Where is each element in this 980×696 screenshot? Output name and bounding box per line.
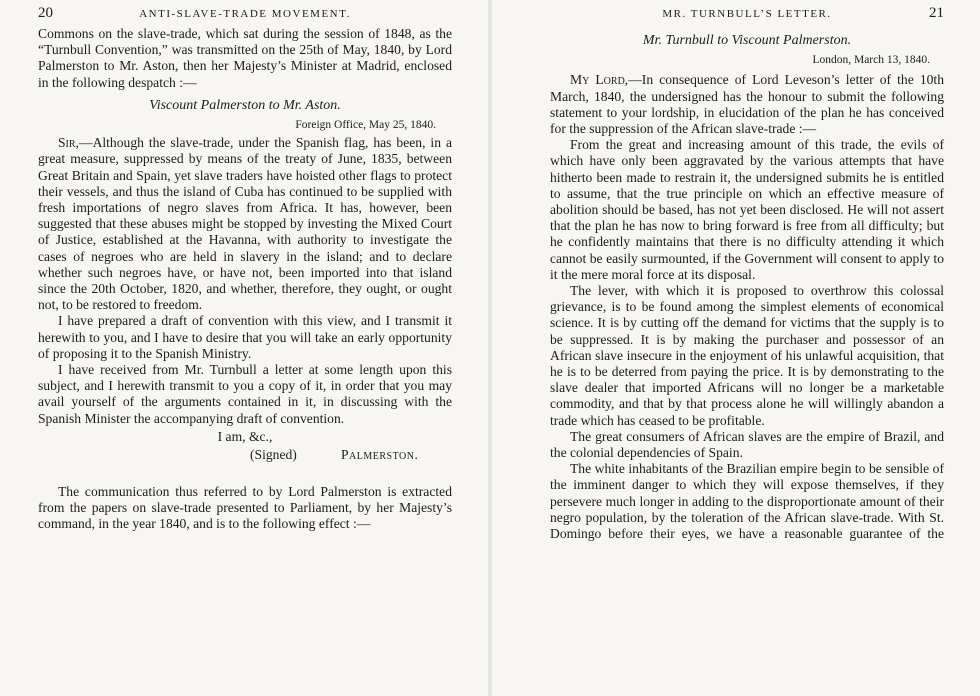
right-paragraph-2: From the great and increasing amount of this trade, the evils of which have only been aggravated by the various attempts that have hitherto been made to restrain it, the undersigned submits he is entitled to assume, that the true principle on which an effective measure of abolition should be based, has not yet been disclosed. He will not assert that the plan he has now to bring forward is free from all difficulty; but he confidently maintains that there is no difficulty attending it which cannot be easily surmounted, if the Government will consent to apply to it the mere moral force at its disposal. bbox=[550, 137, 944, 282]
closing-line: I am, &c., bbox=[217, 428, 273, 444]
right-paragraph-3: The lever, with which it is proposed to overthrow this colossal grievance, is to be found among the simplest elements of economical science. It is by cutting off the demand for victims that the supply is to be suppressed. It is by making the purchaser and possessor of an African slave insecure in the enjoyment of his unlawful acquisition, that he is to be deterred from paying the price. It is by demonstrating to the slave dealer that imported Africans will no longer be a marketable commodity, and that by that process alone he will willingly abandon a trade which has ceased to be profitable. bbox=[550, 283, 944, 428]
letter-paragraph-2: I have prepared a draft of convention with this view, and I transmit it herewith to you, and I have to desire that you will take an early opportunity of proposing it to the Spanish Ministry. bbox=[38, 313, 452, 361]
signature-line bbox=[38, 447, 452, 465]
right-page bbox=[490, 0, 980, 696]
right-paragraph-5: The white inhabitants of the Brazilian empire begin to be sensible of the imminent danger to which they will expose themselves, if they persevere much longer in adding to the disproportionate amount of their negro population, by the toleration of the African slave-trade. With St. Domingo before their eyes, we have a reasonable guarantee of the bbox=[550, 461, 944, 542]
page-number-right: 21 bbox=[929, 5, 944, 21]
letter-heading-left: Viscount Palmerston to Mr. Aston. bbox=[149, 97, 341, 113]
section-gap bbox=[38, 465, 452, 484]
right-page-body bbox=[550, 33, 944, 542]
letter-paragraph-3: I have received from Mr. Turnbull a letter at some length upon this subject, and I herewith transmit to you a copy of it, in order that you may avail yourself of the arguments contained in it, in discussing with the Spanish Minister the accompanying draft of convention. bbox=[38, 362, 452, 426]
salutation-right: My Lord, bbox=[570, 72, 629, 88]
right-paragraph-1 bbox=[550, 72, 944, 137]
left-page-body bbox=[38, 26, 452, 533]
letter-paragraph-1 bbox=[38, 135, 452, 313]
running-head-title-left: ANTI-SLAVE-TRADE MOVEMENT. bbox=[139, 8, 351, 20]
salutation-left: Sir, bbox=[58, 135, 79, 151]
signed-label: (Signed) bbox=[250, 447, 297, 463]
intro-paragraph: Commons on the slave-trade, which sat during the session of 1848, as the “Turnbull Convention,” was transmitted on the 25th of May, 1840, by Lord Palmerston to Mr. Aston, then her Majesty’s Minister at Madrid, enclosed in the following despatch :— bbox=[38, 26, 452, 90]
running-head-right bbox=[550, 0, 944, 26]
right-paragraph-4: The great consumers of African slaves are the empire of Brazil, and the colonial dependencies of Spain. bbox=[550, 428, 944, 461]
closing-paragraph: The communication thus referred to by Lord Palmerston is extracted from the papers on slave-trade presented to Parliament, by her Majesty’s command, in the year 1840, and is to the following effect :— bbox=[38, 484, 452, 532]
right-paragraph-1-text: —In consequence of Lord Leveson’s letter of the 10th March, 1840, the undersigned has the honour to submit the following statement to your lordship, in elucidation of the plan he has conceived for the suppression of the African slave-trade :— bbox=[550, 72, 944, 137]
signature-name: Palmerston. bbox=[341, 447, 419, 463]
dateline-left: Foreign Office, May 25, 1840. bbox=[295, 119, 436, 132]
letter-paragraph-1-text: —Although the slave-trade, under the Spanish flag, has been, in a great measure, suppressed by means of the treaty of June, 1835, between Great Britain and Spain, yet slave traders have hoisted other flags to protect their vessels, and thus the island of Cuba has continued to be supplied with fresh importations of negro slaves from Africa. It has, however, been suggested that these abuses might be stopped by investing the Mixed Court of Justice, established at the Havanna, with authority to investigate the cases of negroes who are held in slavery in the island; and to declare whether such negroes have, or have not, been imported into that island since the 20th October, 1820, and whether, therefore, they ought, or ought not, to be restored to freedom. bbox=[38, 135, 452, 313]
running-head-title-right: MR. TURNBULL’S LETTER. bbox=[662, 8, 832, 20]
page-number-left: 20 bbox=[38, 5, 53, 21]
running-head-left bbox=[38, 0, 452, 26]
letter-heading-right: Mr. Turnbull to Viscount Palmerston. bbox=[642, 33, 852, 48]
dateline-right: London, March 13, 1840. bbox=[812, 54, 930, 67]
